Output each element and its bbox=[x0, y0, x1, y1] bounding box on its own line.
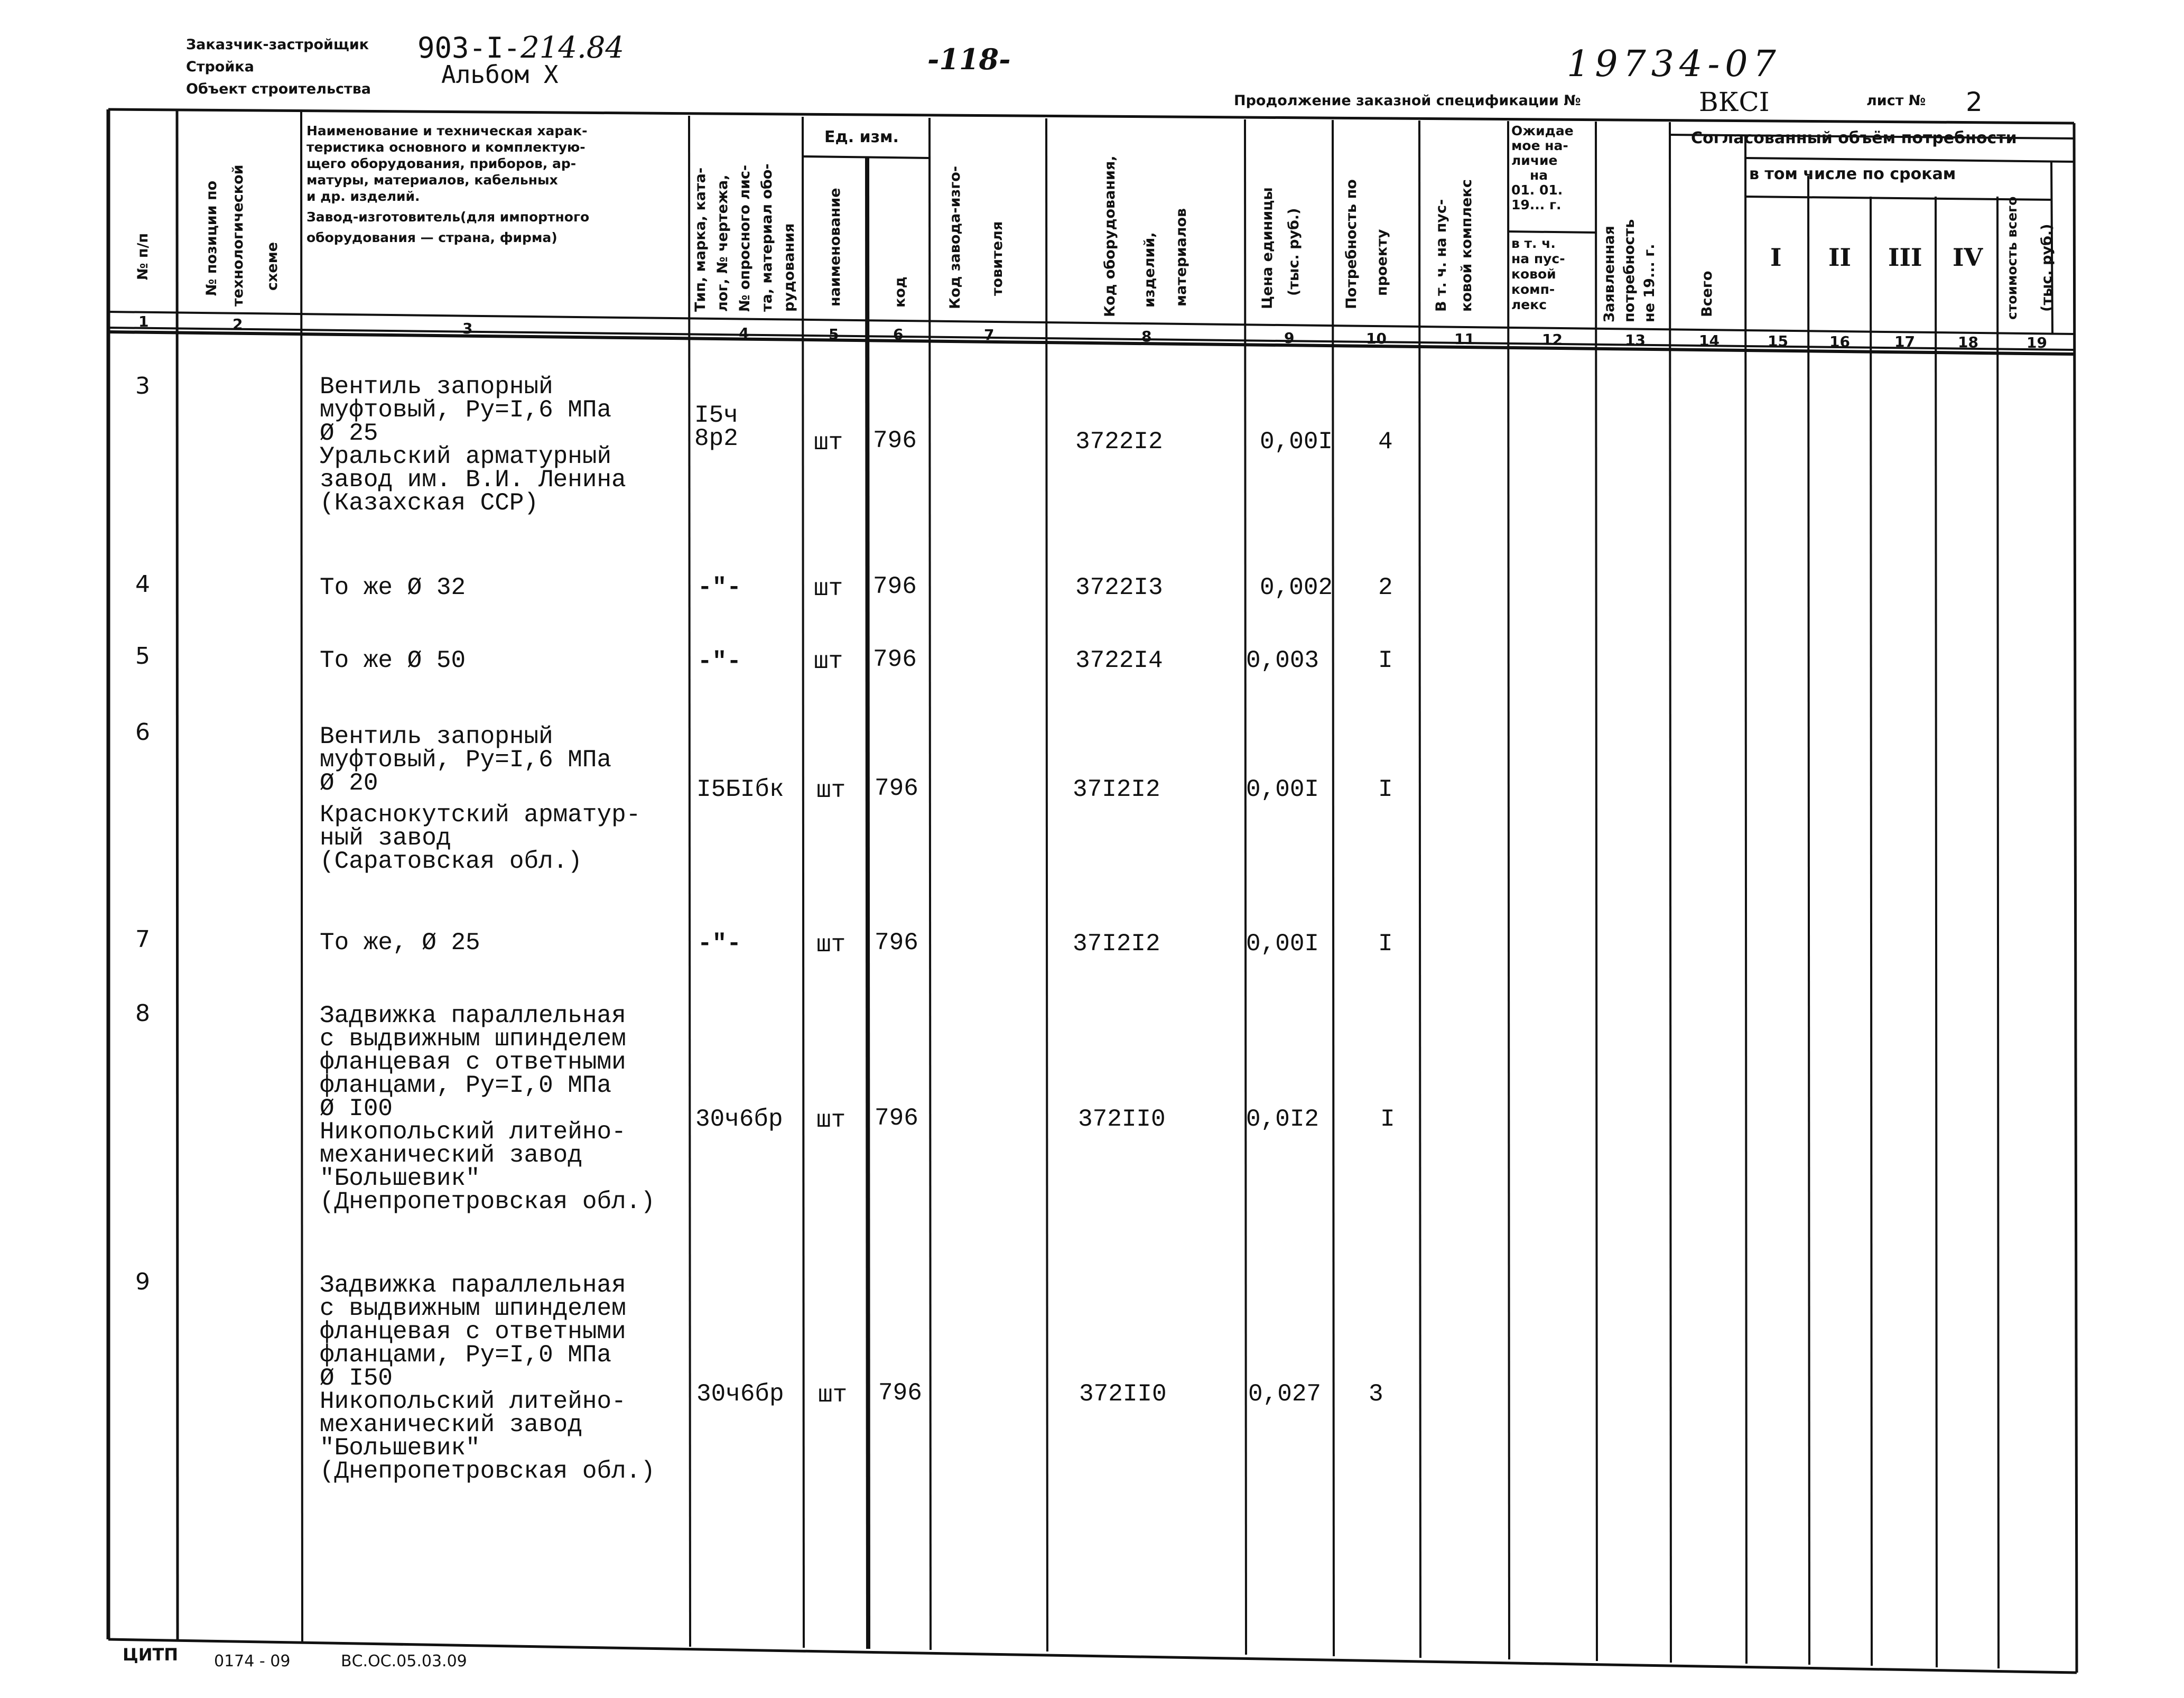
row-need: 2 bbox=[1378, 574, 1393, 601]
row-description bbox=[320, 929, 480, 957]
col16-header: II bbox=[1828, 243, 1852, 272]
row-number: 8 bbox=[135, 1000, 150, 1027]
agreed-volume-header: Согласованный объём потребности bbox=[1691, 129, 2017, 147]
row-description-line: фланцами, Ру=I,0 МПа bbox=[320, 1341, 612, 1369]
row-description-line: Ø 25 bbox=[320, 420, 378, 447]
row-description-line: "Большевик" bbox=[320, 1434, 480, 1462]
colnum-14: 14 bbox=[1699, 332, 1720, 349]
colnum-12: 12 bbox=[1542, 331, 1563, 348]
row-description-line: с выдвижным шпинделем bbox=[320, 1025, 626, 1053]
col3-header-line: оборудования — страна, фирма) bbox=[306, 230, 557, 245]
row-description-line: муфтовый, Ру=I,6 МПа bbox=[320, 746, 612, 774]
col4-header-line1: Тип, марка, ката- bbox=[692, 167, 709, 312]
col12-header-line: лекс bbox=[1511, 297, 1547, 312]
col11-header-line1: В т. ч. на пус- bbox=[1433, 199, 1449, 312]
row-number: 6 bbox=[135, 719, 150, 746]
colnum-6: 6 bbox=[893, 326, 904, 343]
row-description-line: (Саратовская обл.) bbox=[320, 848, 582, 875]
row-type: 30ч6бр bbox=[695, 1106, 783, 1133]
col12-header-line: в т. ч. bbox=[1511, 236, 1556, 251]
col10-header-line1: Потребность по bbox=[1343, 179, 1360, 309]
row-need: 4 bbox=[1378, 428, 1393, 456]
row-type: -"- bbox=[698, 574, 741, 601]
row-type: I5БIбк bbox=[696, 776, 784, 803]
row-equipment-code: 37I2I2 bbox=[1073, 776, 1160, 803]
col3-header-line: Наименование и техническая харак- bbox=[306, 123, 588, 138]
row-type-line: I5ч bbox=[694, 402, 738, 429]
col5-header: наименование bbox=[827, 188, 843, 307]
col12-header-line: ковой bbox=[1511, 266, 1556, 282]
row-equipment-code: 372II0 bbox=[1078, 1106, 1166, 1133]
row-description-line: То же Ø 32 bbox=[320, 574, 466, 601]
row-description bbox=[320, 649, 466, 672]
col2-header-line1: № позиции по bbox=[203, 180, 220, 296]
row-unit: шт bbox=[814, 648, 843, 675]
col2-header-line2: технологической bbox=[230, 164, 246, 307]
col8-header-line3: материалов bbox=[1173, 208, 1189, 307]
row-type: -"- bbox=[698, 930, 741, 958]
colnum-2: 2 bbox=[233, 316, 243, 333]
row-description-line: с выдвижным шпинделем bbox=[320, 1295, 626, 1322]
row-need: I bbox=[1380, 1106, 1395, 1133]
col12-header-line: 19... г. bbox=[1511, 197, 1562, 212]
col11-header-line2: ковой комплекс bbox=[1458, 179, 1475, 312]
page-mark: -118- bbox=[927, 42, 1011, 76]
row-description-line: ный завод bbox=[320, 824, 451, 852]
row-description-line: То же, Ø 25 bbox=[320, 929, 480, 957]
col3-header-line: Завод-изготовитель(для импортного bbox=[306, 209, 590, 225]
col2-header-line3: схеме bbox=[264, 242, 281, 291]
row-description-line: механический завод bbox=[320, 1142, 582, 1169]
col19-header-line2: (тыс. руб.) bbox=[2039, 224, 2055, 312]
object-label: Объект строительства bbox=[186, 81, 371, 97]
row-unit-code: 796 bbox=[878, 1379, 922, 1407]
continuation-label: Продолжение заказной спецификации № bbox=[1234, 92, 1581, 109]
row-price: 0,002 bbox=[1260, 574, 1333, 601]
colnum-19: 19 bbox=[2027, 334, 2047, 351]
row-description-line: Уральский арматурный bbox=[320, 443, 612, 470]
row-description-line: (Днепропетровская обл.) bbox=[320, 1458, 655, 1485]
col18-header: IV bbox=[1953, 243, 1983, 272]
col3-header-line: матуры, материалов, кабельных bbox=[306, 172, 558, 188]
row-type: -"- bbox=[698, 648, 741, 675]
colnum-4: 4 bbox=[739, 324, 749, 342]
col12-header-line: на пус- bbox=[1511, 251, 1565, 266]
footer-code-1: 0174 - 09 bbox=[214, 1652, 291, 1671]
row-equipment-code: 37I2I2 bbox=[1073, 930, 1160, 958]
footer-org: ЦИТП bbox=[123, 1645, 179, 1665]
row-description-line: муфтовый, Ру=I,6 МПа bbox=[320, 396, 612, 424]
col4-header-line2: лог, № чертежа, bbox=[714, 174, 731, 312]
col12-header-line: комп- bbox=[1511, 282, 1555, 297]
col9-header-line2: (тыс. руб.) bbox=[1286, 208, 1302, 296]
row-unit-code: 796 bbox=[873, 427, 917, 454]
row-unit: шт bbox=[816, 1107, 846, 1134]
col12-header-line: на bbox=[1530, 168, 1548, 183]
colnum-3: 3 bbox=[462, 320, 473, 337]
colnum-13: 13 bbox=[1625, 331, 1646, 349]
project-code: 903-I-214.84 bbox=[417, 31, 625, 65]
col4-header-line4: та, материал обо- bbox=[759, 163, 775, 312]
row-description-line: То же Ø 50 bbox=[320, 647, 466, 674]
col4-header-line5: рудования bbox=[781, 223, 797, 312]
row-need: 3 bbox=[1369, 1380, 1383, 1408]
row-description bbox=[320, 576, 466, 599]
row-unit: шт bbox=[816, 777, 846, 804]
row-price: 0,003 bbox=[1246, 647, 1319, 674]
row-description bbox=[320, 1274, 655, 1483]
colnum-18: 18 bbox=[1958, 333, 1978, 351]
document-number: 19734-07 bbox=[1567, 43, 1781, 85]
row-equipment-code: 3722I2 bbox=[1075, 428, 1163, 456]
col12-header-line: 01. 01. bbox=[1511, 182, 1563, 198]
row-unit-code: 796 bbox=[875, 775, 918, 802]
row-description-line: фланцевая с ответными bbox=[320, 1049, 626, 1076]
row-price: 0,00I bbox=[1246, 776, 1319, 803]
col3-header bbox=[306, 123, 589, 246]
row-description bbox=[320, 725, 640, 873]
row-unit-code: 796 bbox=[873, 646, 917, 673]
row-number: 9 bbox=[135, 1268, 150, 1295]
row-number: 5 bbox=[135, 643, 150, 670]
row-equipment-code: 372II0 bbox=[1079, 1380, 1167, 1408]
col12-header-line: мое на- bbox=[1511, 138, 1568, 153]
row-unit-code: 796 bbox=[875, 929, 918, 957]
row-price: 0,0I2 bbox=[1246, 1106, 1319, 1133]
colnum-10: 10 bbox=[1366, 330, 1387, 347]
project-code-handwritten: 214.84 bbox=[521, 31, 625, 65]
col6-header: код bbox=[892, 276, 908, 308]
row-description-line: механический завод bbox=[320, 1411, 582, 1439]
col1-header: № п/п bbox=[135, 233, 151, 280]
row-description-line: Ø I00 bbox=[320, 1095, 393, 1122]
row-description-line: Задвижка параллельная bbox=[320, 1272, 626, 1299]
spec-number: ВКСI bbox=[1699, 87, 1770, 117]
row-number: 7 bbox=[135, 926, 150, 953]
col3-header-line: и др. изделий. bbox=[306, 189, 420, 204]
colnum-7: 7 bbox=[984, 326, 995, 344]
row-description bbox=[320, 1004, 655, 1213]
row-number: 3 bbox=[135, 373, 150, 400]
row-unit: шт bbox=[814, 429, 843, 457]
col7-header-line2: товителя bbox=[989, 221, 1006, 296]
customer-label: Заказчик-застройщик bbox=[186, 36, 369, 53]
row-type: 30ч6бр bbox=[696, 1380, 784, 1408]
colnum-9: 9 bbox=[1284, 329, 1295, 347]
col3-header-line: теристика основного и комплектую- bbox=[306, 140, 586, 155]
col8-header-line1: Код оборудования, bbox=[1102, 155, 1118, 317]
col10-header-line2: проекту bbox=[1374, 229, 1390, 296]
sheet-label: лист № bbox=[1866, 92, 1926, 109]
row-unit: шт bbox=[814, 575, 843, 602]
row-price: 0,00I bbox=[1260, 428, 1333, 456]
col15-header: I bbox=[1770, 243, 1782, 272]
row-number: 4 bbox=[135, 571, 150, 598]
row-description-line: Ø 20 bbox=[320, 769, 378, 797]
row-description-line: Вентиль запорный bbox=[320, 373, 553, 401]
colnum-5: 5 bbox=[829, 326, 839, 343]
row-description-line: (Днепропетровская обл.) bbox=[320, 1188, 655, 1215]
row-description-line: "Большевик" bbox=[320, 1165, 480, 1192]
col13-header-line1: Заявленная bbox=[1601, 226, 1618, 322]
row-need: I bbox=[1378, 647, 1393, 674]
colnum-8: 8 bbox=[1141, 328, 1152, 345]
footer-code-2: ВС.ОС.05.03.09 bbox=[341, 1652, 467, 1671]
col4-header-line3: № опросного лис- bbox=[737, 164, 753, 312]
col12-header-line: Ожидае bbox=[1511, 123, 1574, 138]
row-description-line: Задвижка параллельная bbox=[320, 1002, 626, 1029]
row-description-line: фланцевая с ответными bbox=[320, 1318, 626, 1346]
terms-group-header: в том числе по срокам bbox=[1749, 165, 1956, 183]
colnum-1: 1 bbox=[138, 313, 149, 330]
row-type bbox=[694, 404, 738, 450]
col14-header: Всего bbox=[1699, 271, 1715, 317]
row-unit-code: 796 bbox=[873, 573, 917, 600]
colnum-17: 17 bbox=[1894, 333, 1915, 350]
col13-header-line3: не 19... г. bbox=[1641, 244, 1658, 322]
row-unit: шт bbox=[816, 931, 846, 959]
col3-header-line: щего оборудования, приборов, ар- bbox=[306, 156, 577, 171]
row-type-line: 8р2 bbox=[694, 425, 738, 452]
col7-header-line1: Код завода-изго- bbox=[947, 165, 963, 309]
col17-header: III bbox=[1888, 243, 1922, 272]
row-description-line: Никопольский литейно- bbox=[320, 1388, 626, 1415]
unit-group-header: Ед. изм. bbox=[824, 128, 899, 146]
col9-header-line1: Цена единицы bbox=[1259, 187, 1276, 309]
col19-header-line1: стоимость всего bbox=[2004, 196, 2020, 320]
col8-header-line2: изделий, bbox=[1141, 232, 1158, 308]
row-description-line: (Казахская ССР) bbox=[320, 489, 539, 517]
row-need: I bbox=[1378, 776, 1393, 803]
colnum-11: 11 bbox=[1454, 330, 1475, 348]
col12-header-bottom bbox=[1511, 236, 1565, 312]
col12-header-line: личие bbox=[1511, 153, 1558, 168]
row-unit-code: 796 bbox=[875, 1105, 918, 1132]
site-label: Стройка bbox=[186, 59, 254, 75]
footer bbox=[123, 1645, 178, 1665]
album-label: Альбом X bbox=[441, 60, 559, 89]
colnum-16: 16 bbox=[1829, 333, 1850, 350]
row-description bbox=[320, 375, 626, 515]
row-price: 0,00I bbox=[1246, 930, 1319, 958]
row-description-line: Вентиль запорный bbox=[320, 723, 553, 750]
row-description-line: завод им. В.И. Ленина bbox=[320, 466, 626, 494]
row-equipment-code: 3722I4 bbox=[1075, 647, 1163, 674]
row-need: I bbox=[1378, 930, 1393, 958]
row-description-line: Ø I50 bbox=[320, 1365, 393, 1392]
sheet-number: 2 bbox=[1966, 87, 1983, 117]
col13-header-line2: потребность bbox=[1621, 219, 1638, 322]
col12-header-top bbox=[1511, 124, 1574, 212]
row-equipment-code: 3722I3 bbox=[1075, 574, 1163, 601]
row-unit: шт bbox=[818, 1381, 848, 1409]
row-description-line: Никопольский литейно- bbox=[320, 1118, 626, 1146]
colnum-15: 15 bbox=[1768, 332, 1788, 350]
row-description-line: Краснокутский арматур- bbox=[320, 801, 641, 829]
row-price: 0,027 bbox=[1248, 1380, 1322, 1408]
row-description-line: фланцами, Ру=I,0 МПа bbox=[320, 1072, 612, 1099]
